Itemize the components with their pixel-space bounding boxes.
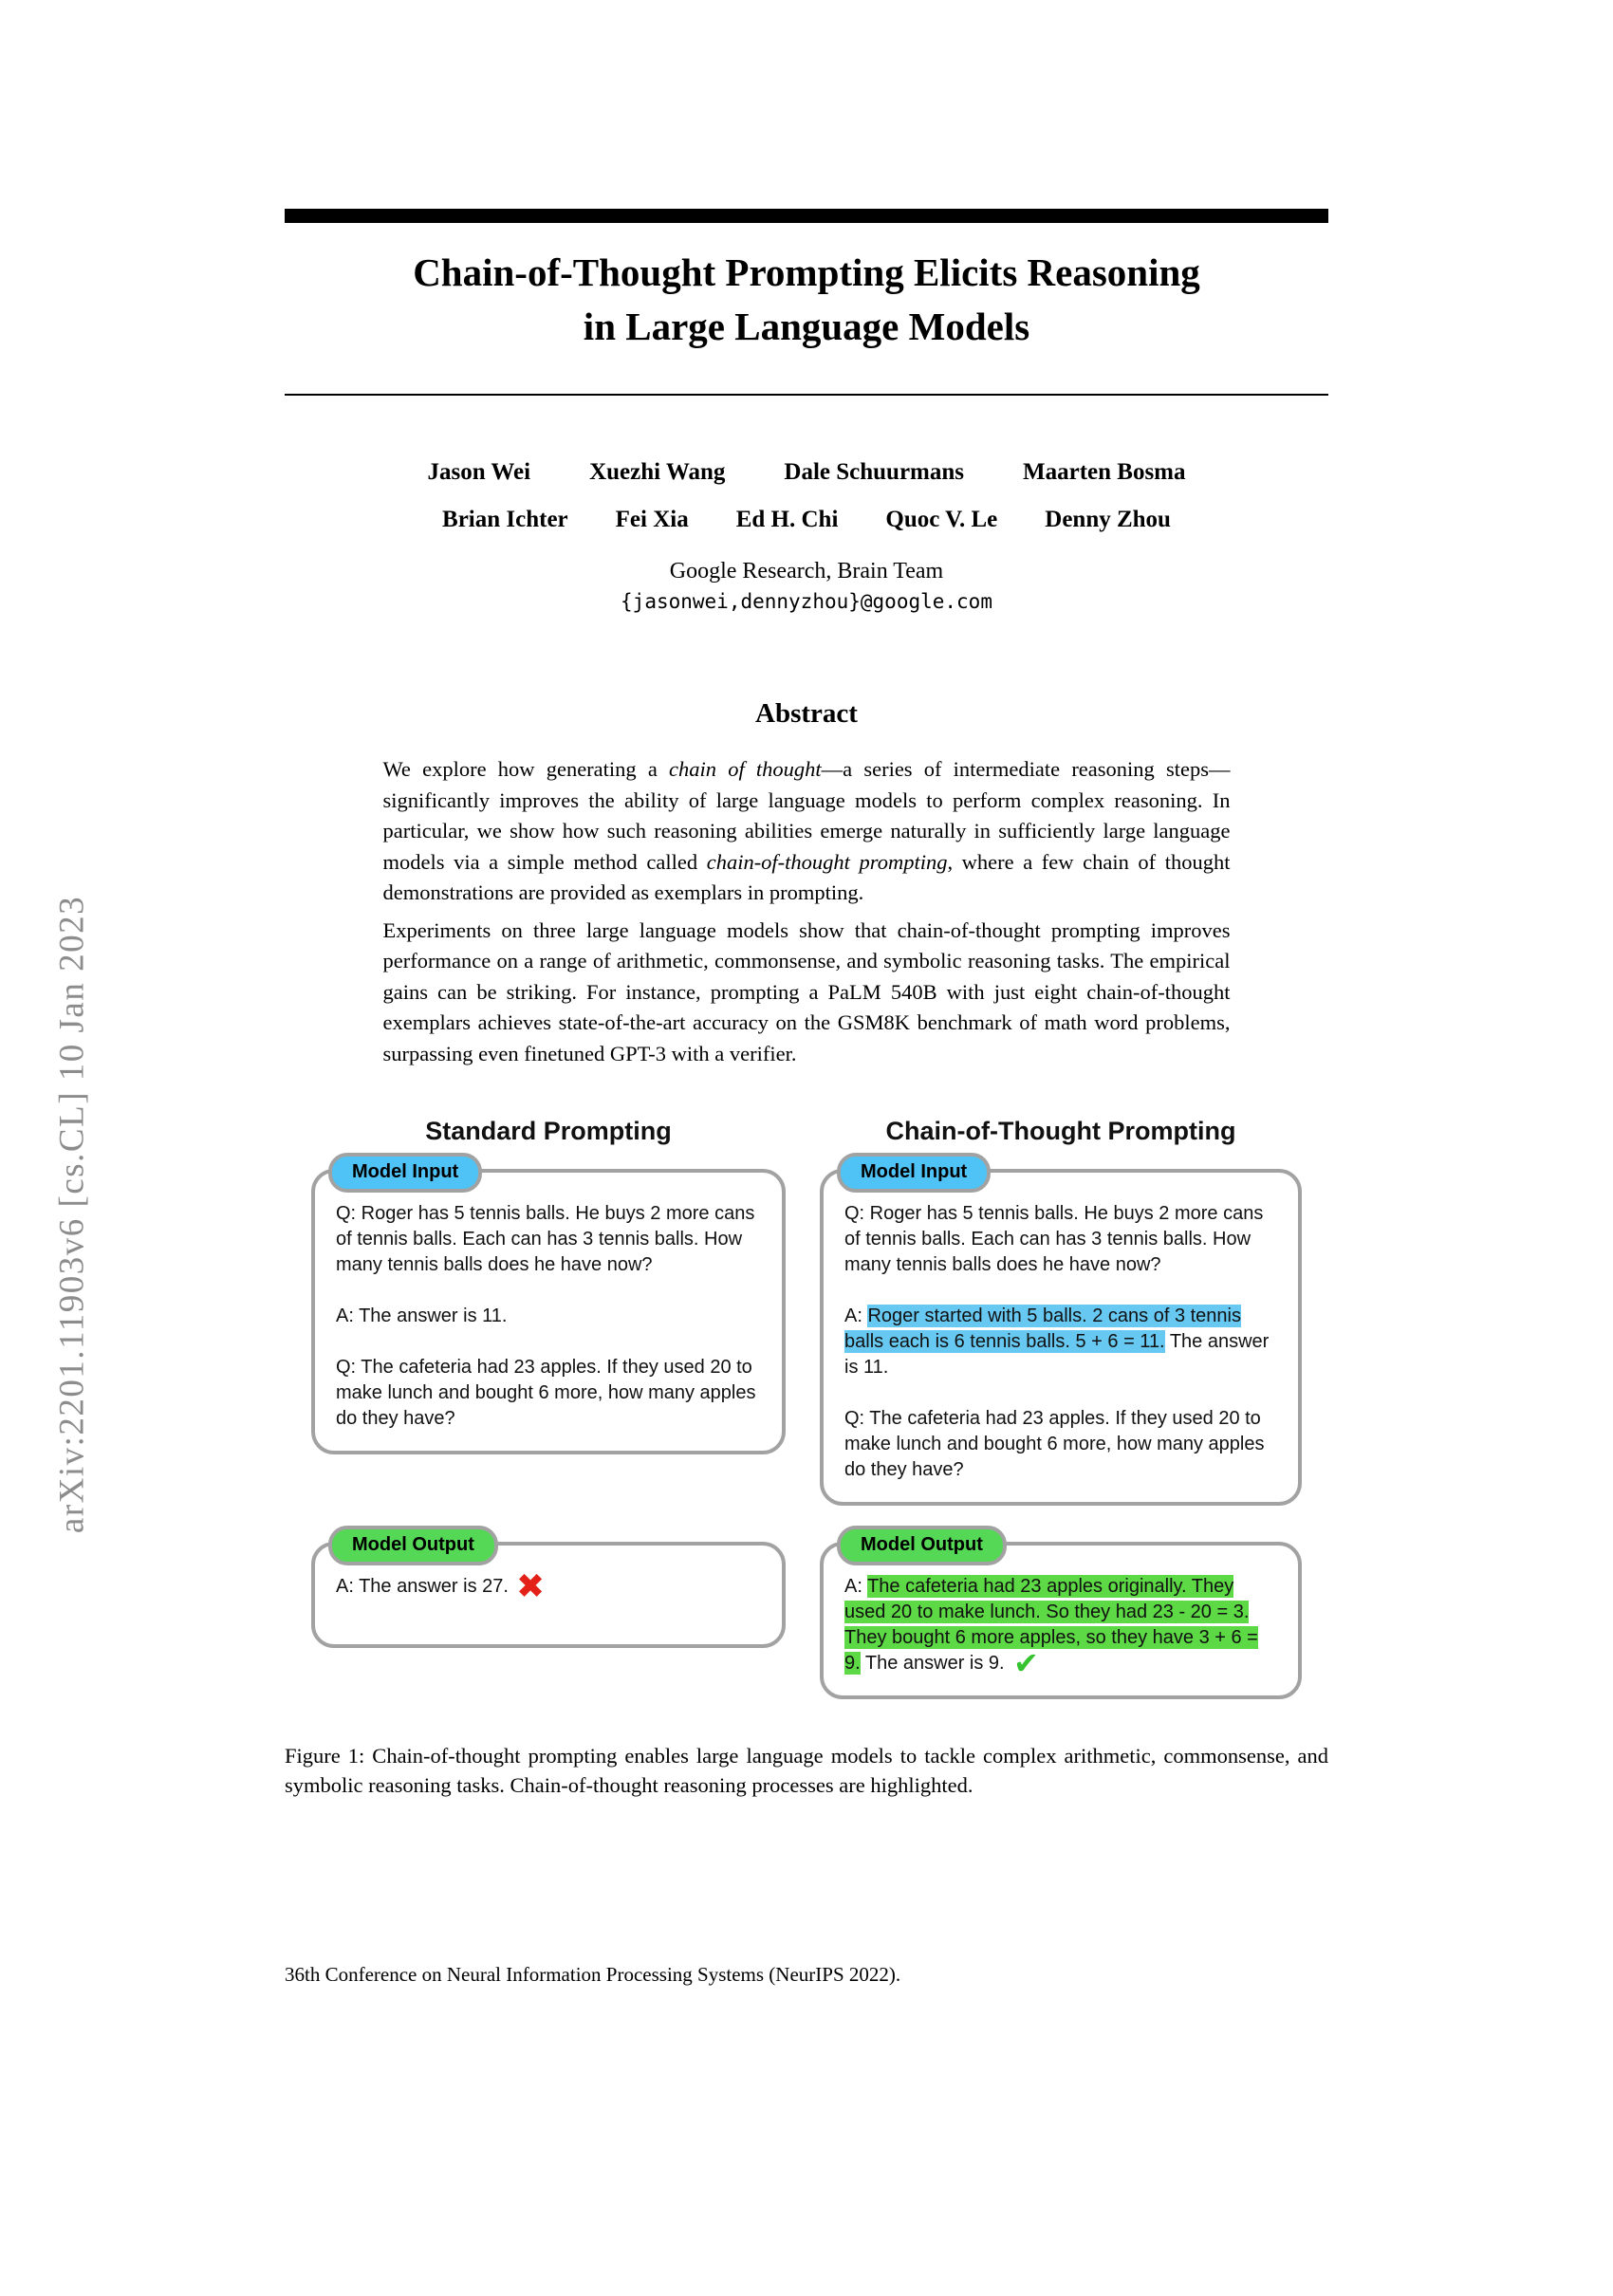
output-answer-highlighted <box>844 1574 1277 1681</box>
abstract-paragraph-1: We explore how generating a chain of thought—a series of intermediate reasoning steps—significantly improves the ability of large language models to perform complex reasoning. In particular, we show how such reasoning abilities emerge naturally in sufficiently large language models via a simple method called chain-of-thought prompting, where a few chain of thought demonstrations are provided as exemplars in prompting. <box>382 757 1231 904</box>
output-answer-text: A: The answer is 27. <box>336 1576 509 1597</box>
output-answer-text: A: The cafeteria had 23 apples originally. They used 20 to make lunch. So they had 23 - 20 = 3. They bought 6 more apples, so they have 3 + 6 = 9. The answer is 9. <box>844 1576 1258 1674</box>
arxiv-stamp: arXiv:2201.11903v6 [cs.CL] 10 Jan 2023 <box>52 895 92 1534</box>
paper-title-line1: Chain-of-Thought Prompting Elicits Reasoning <box>413 250 1200 294</box>
output-answer <box>336 1567 761 1606</box>
model-input-badge: Model Input <box>837 1153 991 1193</box>
authors-row-1 <box>285 458 1328 487</box>
paper-title <box>285 246 1328 354</box>
input-question-2: Q: The cafeteria had 23 apples. If they used 20 to make lunch and bought 6 more, how many apples do they have? <box>844 1408 1265 1480</box>
author-name: Fei Xia <box>615 507 689 532</box>
abstract-paragraph-2: Experiments on three large language models show that chain-of-thought prompting improves performance on a range of arithmetic, commonsense, and symbolic reasoning tasks. The empirical gains can be striking. For instance, prompting a PaLM 540B with just eight chain-of-thought exemplars achieves state-of-the-art accuracy on the GSM8K benchmark of math word problems, surpassing even finetuned GPT-3 with a verifier. <box>382 917 1231 1065</box>
chain-of-thought-title: Chain-of-Thought Prompting <box>885 1117 1236 1145</box>
contact-email: {jasonwei,dennyzhou}@google.com <box>621 590 992 613</box>
author-name: Quoc V. Le <box>885 507 998 532</box>
standard-prompting-title: Standard Prompting <box>425 1117 672 1145</box>
author-name: Maarten Bosma <box>1023 459 1186 485</box>
author-name: Brian Ichter <box>442 507 568 532</box>
input-question-2: Q: The cafeteria had 23 apples. If they used 20 to make lunch and bought 6 more, how many apples do they have? <box>336 1357 756 1429</box>
standard-output-column <box>311 1534 786 1648</box>
figure-titles-and-inputs <box>311 1117 1302 1506</box>
paper-title-line2: in Large Language Models <box>583 305 1030 348</box>
paper-page <box>285 209 1328 1987</box>
abstract-body <box>383 754 1231 1069</box>
top-rule <box>285 209 1328 223</box>
figure-1 <box>285 1117 1328 1699</box>
figure-outputs <box>311 1534 1302 1699</box>
abstract-heading: Abstract <box>755 698 858 729</box>
model-output-badge: Model Output <box>328 1526 498 1565</box>
author-name: Jason Wei <box>427 459 531 485</box>
affiliation: Google Research, Brain Team <box>669 559 944 583</box>
standard-prompting-column <box>311 1117 786 1454</box>
figure-caption: Figure 1: Chain-of-thought prompting enables large language models to tackle complex arithmetic, commonsense, and symbolic reasoning tasks. Chain-of-thought reasoning processes are highlighted. <box>285 1744 1328 1797</box>
author-name: Dale Schuurmans <box>784 459 965 485</box>
input-question-1: Q: Roger has 5 tennis balls. He buys 2 more cans of tennis balls. Each can has 3 tennis balls. How many tennis balls does he have now? <box>844 1203 1264 1275</box>
model-input-badge: Model Input <box>328 1153 482 1193</box>
input-answer-1: A: The answer is 11. <box>336 1305 508 1326</box>
cot-model-output-box <box>820 1534 1302 1699</box>
incorrect-icon: ✖ <box>515 1567 546 1606</box>
author-name: Ed H. Chi <box>735 507 839 532</box>
authors-row-2 <box>285 506 1328 534</box>
chain-of-thought-column <box>820 1117 1302 1506</box>
author-name: Xuezhi Wang <box>589 459 726 485</box>
conference-footnote: 36th Conference on Neural Information Processing Systems (NeurIPS 2022). <box>285 1963 901 1986</box>
cot-output-column <box>820 1534 1302 1699</box>
input-question-1: Q: Roger has 5 tennis balls. He buys 2 more cans of tennis balls. Each can has 3 tennis balls. How many tennis balls does he have now? <box>336 1203 755 1275</box>
cot-model-input-box <box>820 1161 1302 1506</box>
author-name: Denny Zhou <box>1045 507 1171 532</box>
title-rule <box>285 394 1328 396</box>
model-output-badge: Model Output <box>837 1526 1007 1565</box>
standard-model-input-box <box>311 1161 786 1454</box>
correct-icon: ✔ <box>1013 1645 1039 1681</box>
standard-model-output-box <box>311 1534 786 1648</box>
input-answer-1-highlighted: A: Roger started with 5 balls. 2 cans of 3 tennis balls each is 6 tennis balls. 5 + 6 = 11. The answer is 11. <box>844 1305 1270 1378</box>
